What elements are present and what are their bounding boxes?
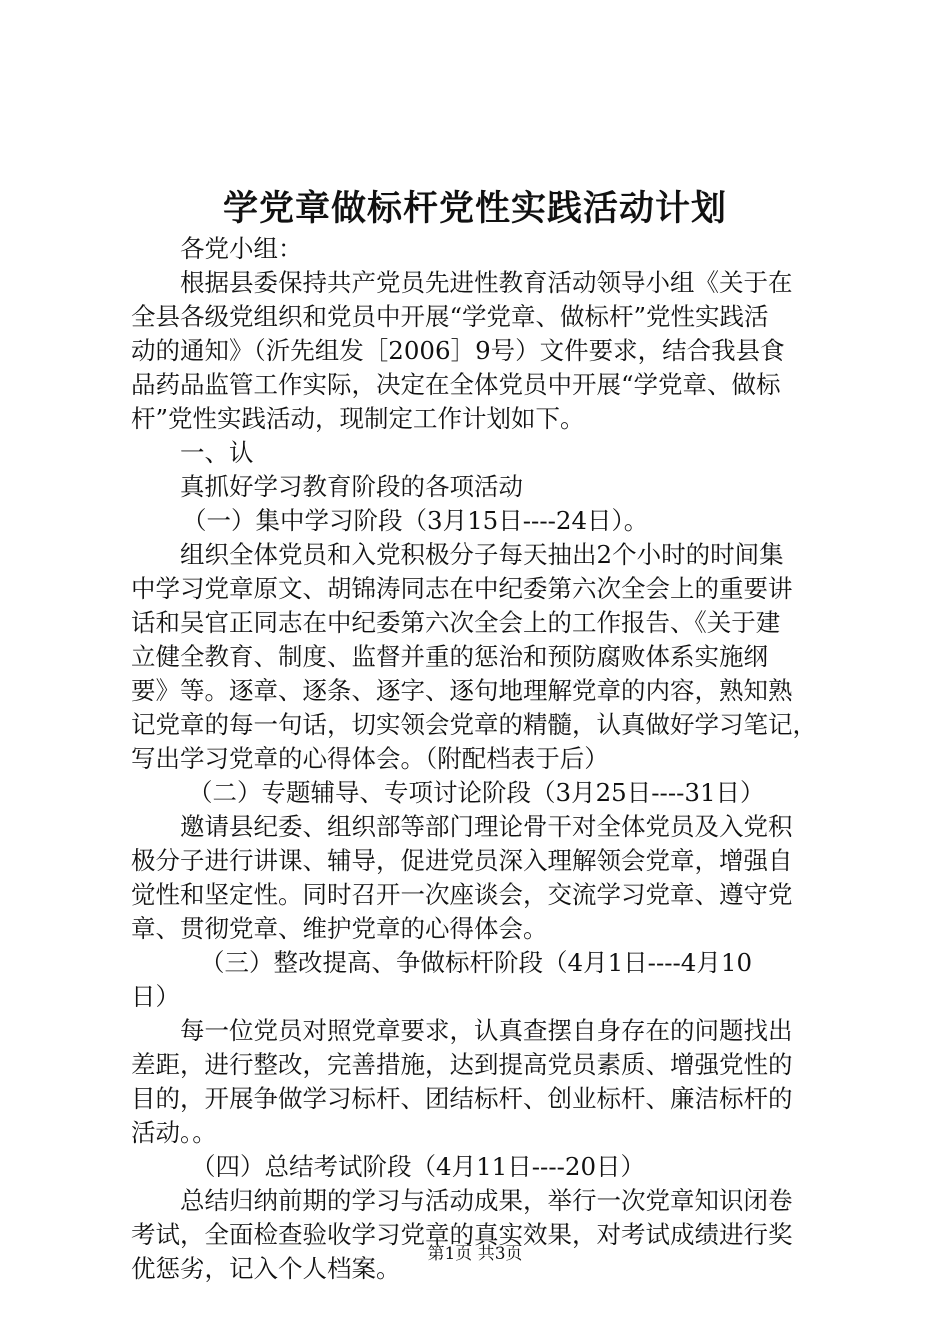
document-body [131,232,831,1286]
section-heading: 真抓好学习教育阶段的各项活动 [180,472,523,501]
subsection-heading: （四）总结考试阶段（4月11日----20日） [191,1152,646,1181]
body-line: 根据县委保持共产党员先进性教育活动领导小组《关于在 [180,268,793,297]
body-line: 差距，进行整改，完善措施，达到提高党员素质、增强党性的 [131,1050,793,1079]
body-line: 杆”党性实践活动，现制定工作计划如下。 [131,404,585,433]
body-line: 觉性和坚定性。同时召开一次座谈会，交流学习党章、遵守党 [131,880,793,909]
subsection-heading-continued: 日） [131,982,180,1011]
body-line: 目的，开展争做学习标杆、团结标杆、创业标杆、廉洁标杆的 [131,1084,793,1113]
subsection-heading: （三）整改提高、争做标杆阶段（4月1日----4月10 [200,948,753,977]
body-line: 极分子进行讲课、辅导，促进党员深入理解领会党章，增强自 [131,846,793,875]
body-line: 活动。。 [131,1118,217,1147]
document-title: 学党章做标杆党性实践活动计划 [222,188,727,229]
body-line: 话和吴官正同志在中纪委第六次全会上的工作报告、《关于建 [131,608,781,637]
body-line: 立健全教育、制度、监督并重的惩治和预防腐败体系实施纲 [131,642,768,671]
subsection-heading: （一）集中学习阶段（3月15日----24日）。 [182,506,649,535]
subsection-heading: （二）专题辅导、专项讨论阶段（3月25日----31日） [188,778,765,807]
body-line: 邀请县纪委、组织部等部门理论骨干对全体党员及入党积 [180,812,793,841]
body-line: 每一位党员对照党章要求，认真查摆自身存在的问题找出 [180,1016,793,1045]
page-indicator: 第1页 共3页 [427,1244,523,1264]
body-line: 组织全体党员和入党积极分子每天抽出2个小时的时间集 [180,540,784,569]
body-line: 动的通知》（沂先组发［2006］9号）文件要求，结合我县食 [131,336,785,365]
section-heading: 一、认 [180,438,254,467]
body-line: 全县各级党组织和党员中开展“学党章、做标杆”党性实践活 [131,302,769,331]
body-line: 写出学习党章的心得体会。（附配档表于后） [131,744,609,773]
body-line: 品药品监管工作实际，决定在全体党员中开展“学党章、做标 [131,370,781,399]
body-line: 要》等。逐章、逐条、逐字、逐句地理解党章的内容，熟知熟 [131,676,793,705]
body-line: 总结归纳前期的学习与活动成果，举行一次党章知识闭卷 [180,1186,793,1215]
body-line: 章、贯彻党章、维护党章的心得体会。 [131,914,548,943]
body-line: 中学习党章原文、胡锦涛同志在中纪委第六次全会上的重要讲 [131,574,793,603]
body-line: 记党章的每一句话，切实领会党章的精髓，认真做好学习笔记， [131,710,817,739]
body-line: 考试，全面检查验收学习党章的真实效果，对考试成绩进行奖 [131,1220,793,1249]
salutation: 各党小组： [180,234,303,263]
body-line: 优惩劣，记入个人档案。 [131,1254,401,1283]
